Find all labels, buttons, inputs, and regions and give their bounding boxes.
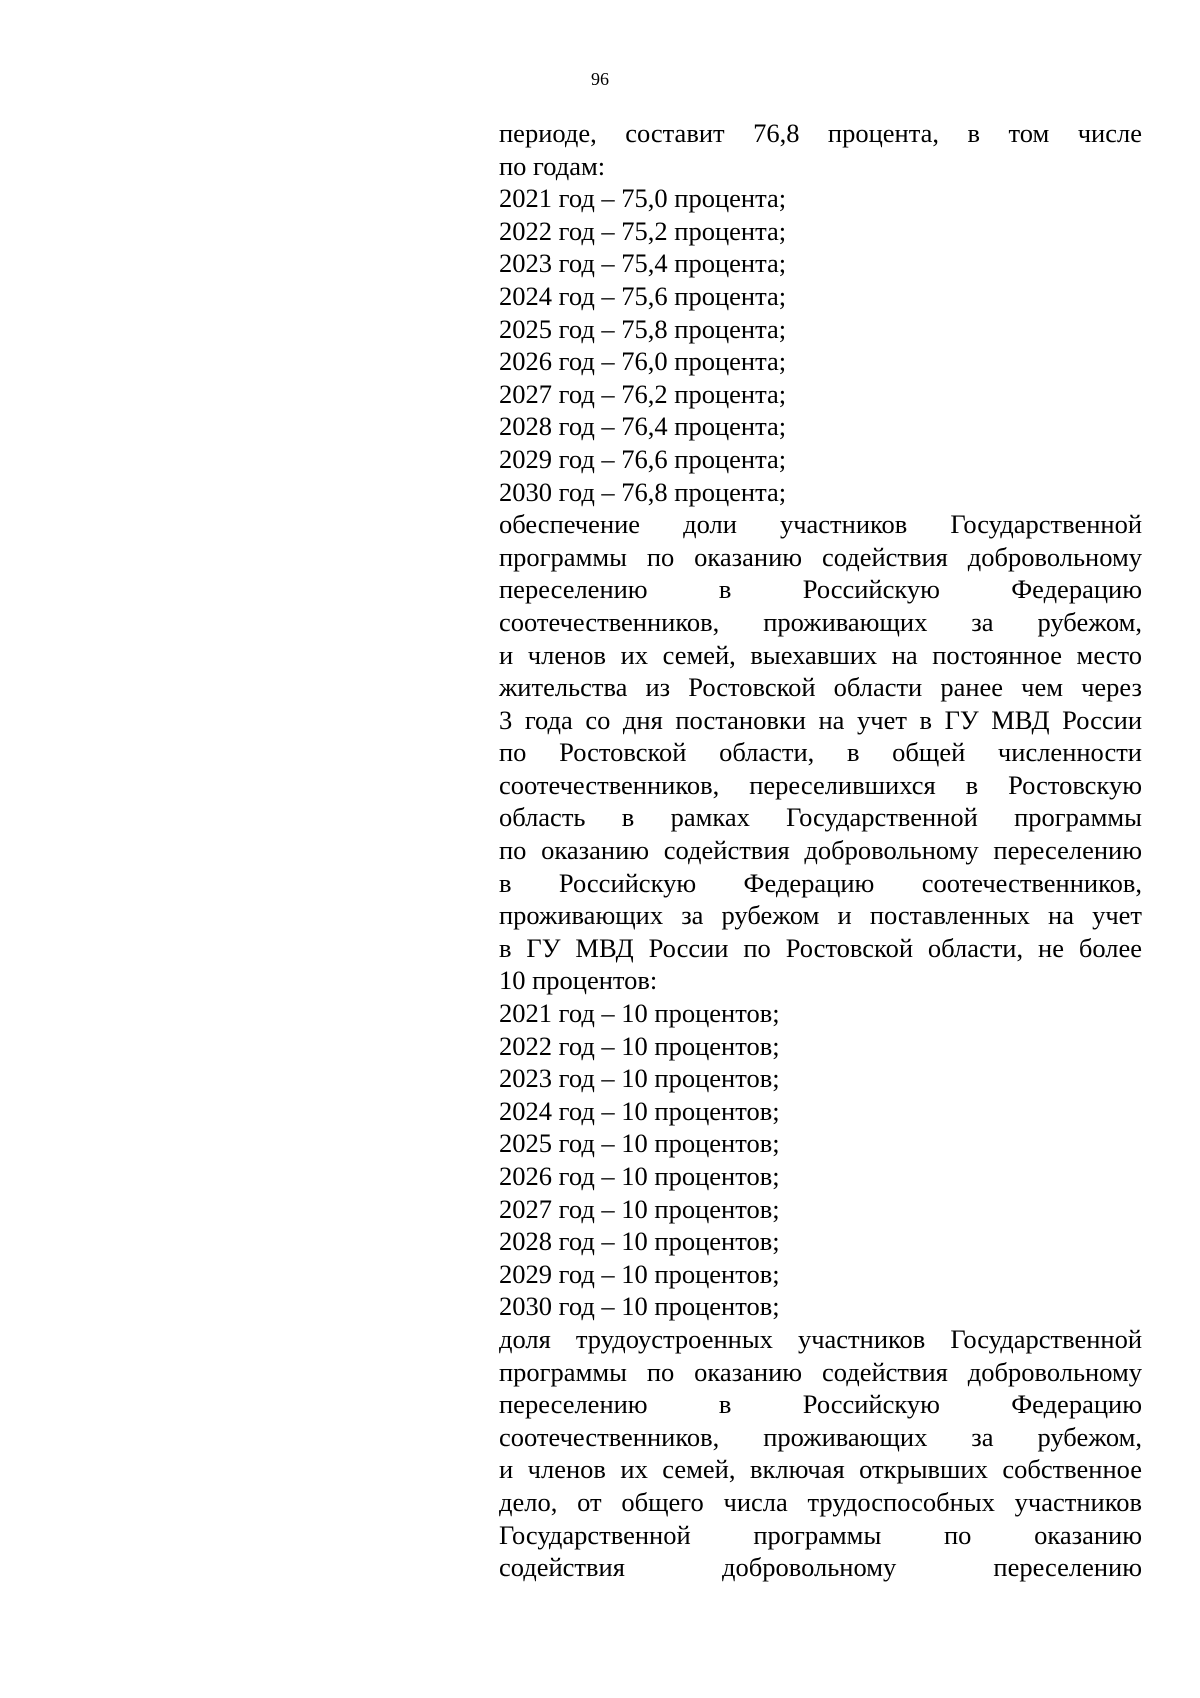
text-line: соотечественников, проживающих за рубежом, — [499, 606, 1142, 637]
text-line: 2026 год – 76,0 процента; — [499, 346, 787, 377]
text-line: 2029 год – 76,6 процента; — [499, 443, 787, 474]
text-line: 2023 год – 10 процентов; — [499, 1063, 780, 1094]
text-line: 2024 год – 10 процентов; — [499, 1095, 780, 1126]
text-line: 2024 год – 75,6 процента; — [499, 280, 787, 311]
text-line: по оказанию содействия добровольному переселению — [499, 835, 1142, 866]
text-line: и членов их семей, выехавших на постоянное место — [499, 639, 1142, 670]
body-text — [499, 117, 1142, 1584]
text-line: в Российскую Федерацию соотечественников, — [499, 867, 1142, 898]
text-line: 2025 год – 10 процентов; — [499, 1128, 780, 1159]
text-line: содействия добровольному переселению — [499, 1552, 1142, 1583]
text-line: в ГУ МВД России по Ростовской области, не более — [499, 932, 1142, 963]
text-line: соотечественников, проживающих за рубежом, — [499, 1421, 1142, 1452]
text-line: переселению в Российскую Федерацию — [499, 574, 1142, 605]
text-line: Государственной программы по оказанию — [499, 1519, 1142, 1550]
text-line: программы по оказанию содействия добровольному — [499, 1356, 1142, 1387]
page-number: 96 — [591, 69, 609, 89]
text-line: проживающих за рубежом и поставленных на учет — [499, 900, 1142, 931]
text-line: 10 процентов: — [499, 965, 658, 996]
text-line: доля трудоустроенных участников Государственной — [499, 1323, 1142, 1354]
text-line: жительства из Ростовской области ранее чем через — [499, 672, 1142, 703]
text-line: обеспечение доли участников Государственной — [499, 509, 1142, 540]
text-line: 2029 год – 10 процентов; — [499, 1258, 780, 1289]
text-line: переселению в Российскую Федерацию — [499, 1389, 1142, 1420]
text-line: периоде, составит 76,8 процента, в том числе — [499, 118, 1142, 148]
text-line: 2022 год – 10 процентов; — [499, 1030, 780, 1061]
text-line: дело, от общего числа трудоспособных участников — [499, 1486, 1142, 1517]
text-line: 2028 год – 10 процентов; — [499, 1226, 780, 1257]
text-line: 2027 год – 76,2 процента; — [499, 378, 787, 409]
text-line: 3 года со дня постановки на учет в ГУ МВД России — [499, 704, 1142, 735]
text-line: 2022 год – 75,2 процента; — [499, 215, 787, 246]
text-line: 2027 год – 10 процентов; — [499, 1193, 780, 1224]
text-line: по годам: — [499, 150, 606, 181]
text-line: 2026 год – 10 процентов; — [499, 1161, 780, 1191]
text-line: по Ростовской области, в общей численности — [499, 737, 1142, 768]
text-line: 2023 год – 75,4 процента; — [499, 248, 787, 279]
text-line: программы по оказанию содействия добровольному — [499, 541, 1142, 572]
text-line: 2030 год – 76,8 процента; — [499, 476, 787, 507]
text-line: 2028 год – 76,4 процента; — [499, 411, 787, 442]
text-line: 2025 год – 75,8 процента; — [499, 313, 787, 344]
text-line: область в рамках Государственной программы — [499, 802, 1142, 833]
text-line: 2030 год – 10 процентов; — [499, 1291, 780, 1322]
text-line: и членов их семей, включая открывших собственное — [499, 1454, 1142, 1485]
text-line: соотечественников, переселившихся в Ростовскую — [499, 769, 1142, 800]
text-line: 2021 год – 75,0 процента; — [499, 183, 787, 214]
text-line: 2021 год – 10 процентов; — [499, 998, 780, 1029]
